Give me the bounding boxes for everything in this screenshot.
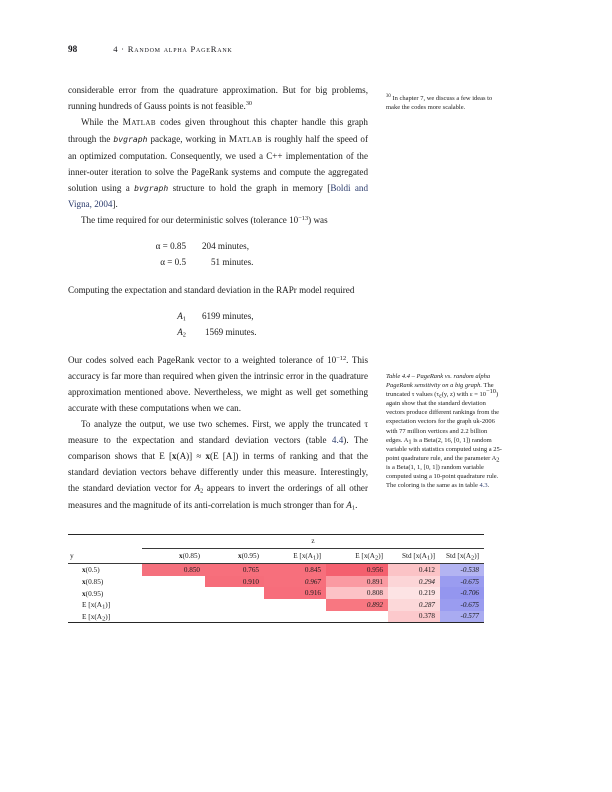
table-cell: 0.967 (264, 576, 326, 588)
paragraph-2: While the Matlab codes given throughout this chapter handle this graph through the bvgraph package, working in Matlab is roughly half the speed of an optimized computation. Consequently, we used a C++ implementation of the inner-outer iteration to solve the PageRank systems and compute the aggregated solution using a bvgraph structure to hold the graph in memory [Boldi and Vigna, 2004]. (68, 117, 369, 210)
table-cell: 0.891 (326, 576, 388, 588)
row-stub-label: x(0.85) (82, 577, 104, 587)
table-cell (205, 587, 264, 599)
table-cell: -0.577 (440, 611, 484, 623)
running-head (68, 44, 498, 54)
sensitivity-table (68, 534, 484, 623)
table-row (68, 576, 484, 588)
table-cell: 0.845 (264, 564, 326, 576)
table-cell (205, 611, 264, 623)
caption-body-b: (y, z) with ε = 10 (441, 391, 486, 399)
matlab-smallcaps-2: Matlab (228, 135, 263, 146)
column-header-stda2: Std $[x(A_2)]$ (440, 548, 484, 564)
footnote-number: 30 (386, 93, 391, 99)
paragraph-3: The time required for our deterministic solves (tolerance $10^{-13}$) was (81, 215, 328, 226)
table-cell: -0.675 (440, 576, 484, 588)
tolerance-exponent-1: −13 (298, 215, 309, 223)
table-body (68, 564, 484, 623)
caption-number: Table 4.4 – (386, 373, 417, 380)
table-row (68, 599, 484, 611)
caption-title: PageRank vs. random alpha PageRank sensitivity on a big graph. (386, 373, 491, 390)
table-cell: 0.412 (388, 564, 440, 576)
table-cell: -0.675 (440, 599, 484, 611)
table-cell: 0.378 (388, 611, 440, 623)
citation-link-boldi-vigna[interactable]: Boldi and Vigna, 2004 (68, 183, 369, 210)
row-stub-label: E $[x(A_1)]$ (82, 600, 111, 611)
equation-row (68, 309, 368, 324)
paragraph-5: Our codes solved each PageRank vector to a weighted tolerance of $10^{-12}$. This accuracy is far more than required when given the intrinsic error in the quadrature approximation mentioned above. Nevertheless, we might as well get something accurate with these computations when we can. (68, 355, 368, 414)
minutes-value-1: 204 minutes, (202, 241, 249, 252)
bvgraph-code-2: bvgraph (134, 183, 169, 194)
chapter-title: 4 · Random alpha PageRank (113, 44, 233, 54)
caption-epsilon-exponent: −10 (486, 388, 496, 396)
table-cell: 0.219 (388, 587, 440, 599)
paragraph-4: Computing the expectation and standard deviation in the RAPr model required (68, 285, 355, 296)
table-cell: 0.892 (326, 599, 388, 611)
table-caption: Table 4.4 – PageRank vs. random alpha PageRank sensitivity on a big graph. The truncated τ values ($\tau_\varepsilon(y$, z) with $\varepsilon = 10^{-10}$) again show that the standard deviation vectors produce different rankings from the expectation vectors for the graph uk-2006 with 77 million vertices and 2.2 billion edges. $A_1$ is a Beta(2, 16, [0, 1]) random variable with statistics computed using a 25-point quadrature rule, and the parameter $A_2$ is a Beta(1, 1, [0, 1]) random variable computed using a 10-point quadrature rule. The coloring is the same as in table 4.3. (386, 373, 502, 490)
bvgraph-code-1: bvgraph (113, 134, 148, 145)
table-cell (142, 611, 205, 623)
alpha-value-2: α = 0.5 (160, 256, 186, 267)
table-cell: 0.910 (205, 576, 264, 588)
table-cell: 0.850 (142, 564, 205, 576)
table-cell: 0.287 (388, 599, 440, 611)
table-cell: 0.956 (326, 564, 388, 576)
table-cell: 0.916 (264, 587, 326, 599)
table-cell (205, 599, 264, 611)
sensitivity-table-wrapper (68, 534, 484, 623)
footnote-text: In chapter 7, we discuss a few ideas to make the codes more scalable. (386, 95, 493, 112)
rapr-symbol-2: $A_2$ (177, 326, 186, 339)
caption-body-c: ) again show that the standard deviation vectors produce different rankings from the expectation vectors for the graph uk-2006 with 77 million vertices and 2.2 billion edges. A (386, 391, 500, 444)
equation-row (68, 255, 368, 270)
equation-row (68, 325, 368, 340)
caption-body-e: is a Beta(1, 1, [0, 1]) random variable computed using a 10-point quadrature rule. The coloring is the same as in table (386, 463, 499, 490)
column-header-exa2: E $[x(A_2)]$ (326, 548, 388, 564)
table-cell: 0.808 (326, 587, 388, 599)
stub-header-y: y (68, 548, 142, 564)
row-stub-label: E $[x(A_2)]$ (68, 611, 142, 623)
span-header-blank (68, 535, 142, 549)
caption-tau-subscript: ε (439, 392, 442, 400)
paragraph-1: considerable error from the quadrature approximation. But for big problems, running hundreds of Gauss points is not feasible.$^{30}$ (68, 85, 368, 112)
alpha-value-1: α = 0.85 (155, 241, 186, 252)
matlab-smallcaps-1: Matlab (122, 118, 156, 129)
table-cell: 0.294 (388, 576, 440, 588)
caption-body-d: is a Beta(2, 16, [0, 1]) random variable with statistics computed using a 25-point quadrature rule, and the parameter A (386, 436, 502, 462)
caption-body-a: The truncated τ values (τ (386, 382, 494, 399)
table-cell (142, 576, 205, 588)
row-stub-label: x(0.5) (82, 565, 100, 575)
equation-timing-block (68, 239, 368, 270)
table-cell (142, 587, 205, 599)
table-cell (264, 611, 326, 623)
table-row (68, 564, 484, 576)
minutes-value-2: 51 minutes. (211, 256, 254, 267)
main-text-column (68, 82, 368, 513)
footnote-marker-30: 30 (245, 100, 252, 108)
equation-row (68, 239, 368, 254)
margin-footnote-30 (386, 94, 504, 112)
page-folio: 98 (68, 44, 78, 54)
rapr-minutes-1: 6199 minutes, (202, 311, 254, 322)
table-span-header-row (68, 535, 484, 549)
table-row (68, 587, 484, 599)
span-header-z: z (142, 535, 484, 549)
row-stub-label: x(0.95) (82, 588, 104, 598)
table-cell: 0.765 (205, 564, 264, 576)
table-cell (142, 599, 205, 611)
table-row (68, 611, 484, 623)
tolerance-exponent-2: −12 (336, 355, 347, 363)
table-reference-4-4[interactable]: 4.4 (331, 435, 344, 446)
table-column-header-row (68, 548, 484, 564)
table-cell (264, 599, 326, 611)
column-header-exa1: E $[x(A_1)]$ (264, 548, 326, 564)
rapr-symbol-1: $A_1$ (177, 311, 186, 323)
column-header-x095: x(0.95) (205, 548, 264, 564)
table-cell: -0.538 (440, 564, 484, 576)
equation-rapr-block (68, 309, 368, 340)
table-cell (326, 611, 388, 623)
table-cell: -0.706 (440, 587, 484, 599)
column-header-x085: x(0.85) (142, 548, 205, 564)
table-reference-4-3[interactable]: 4.3 (479, 482, 488, 490)
paragraph-6: To analyze the output, we use two schemes. First, we apply the truncated τ measure to the expectation and standard deviation vectors (table 4.4). The comparison shows that E [x(A)] ≈ x(E [A]) in terms of ranking and that the standard deviation vectors behave differently under this measure. Interestingly, the standard deviation vector for $A_2$ appears to invert the orderings of all other measures and the magnitude of its anti-correlation is much stronger than for $A_1$. (68, 419, 368, 511)
rapr-minutes-2: 1569 minutes. (205, 326, 257, 337)
column-header-stda1: Std $[x(A_1)]$ (388, 548, 440, 564)
